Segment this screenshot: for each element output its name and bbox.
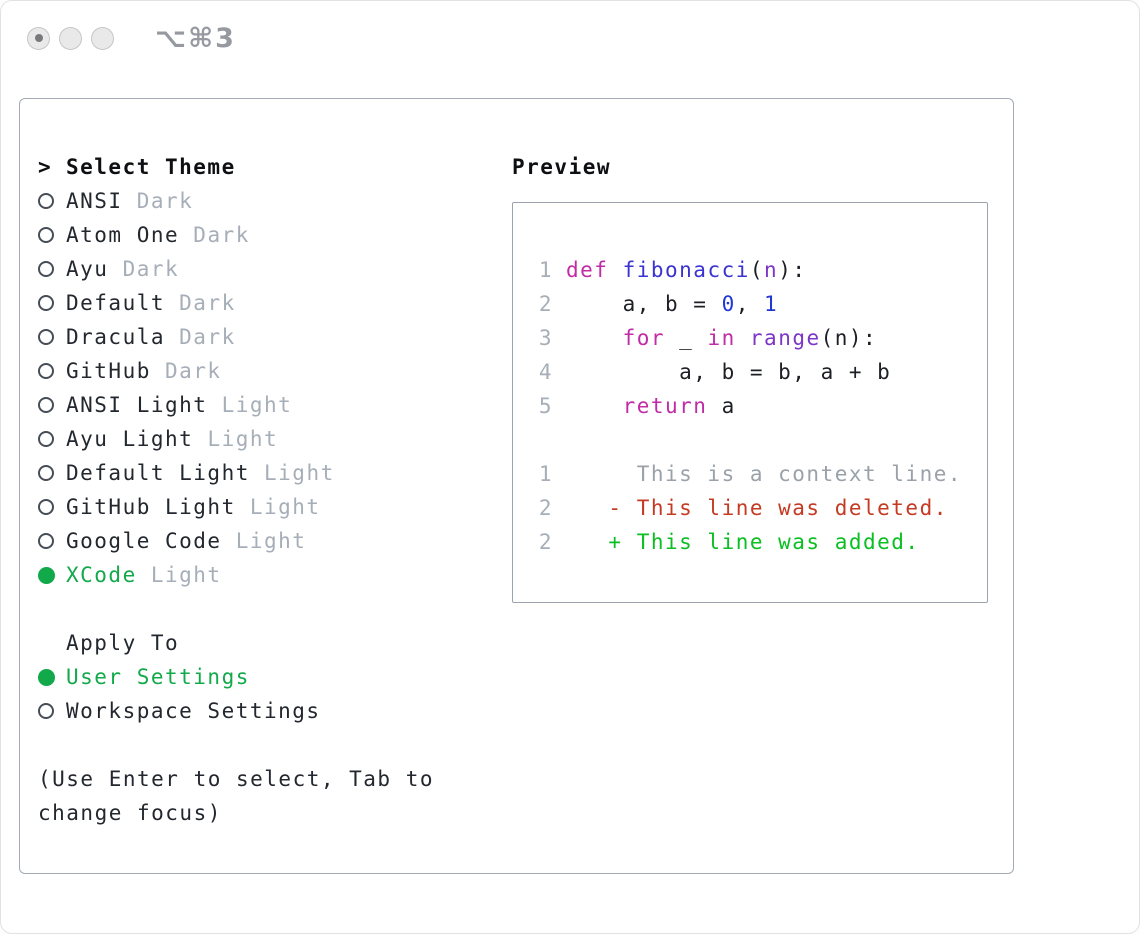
- token-number: 0: [721, 292, 736, 316]
- line-number: 5: [538, 394, 553, 418]
- token-plain: [566, 394, 623, 418]
- radio-cell: [38, 703, 66, 719]
- theme-name: Default Light: [66, 461, 250, 485]
- theme-option-xcode[interactable]: [38, 558, 450, 592]
- token-keyword: in: [707, 326, 736, 350]
- theme-name: XCode: [66, 563, 137, 587]
- line-number: 2: [538, 530, 553, 554]
- token-plain: ,: [735, 292, 765, 316]
- theme-option-dracula[interactable]: [38, 320, 450, 354]
- theme-name: GitHub: [66, 359, 151, 383]
- token-builtin: range: [749, 326, 821, 350]
- code-line: [537, 525, 987, 559]
- apply-to-header-row: [38, 626, 450, 660]
- spacer: [38, 728, 450, 762]
- keyboard-shortcut-label: ⌥⌘3: [155, 22, 236, 54]
- theme-variant: Light: [221, 529, 307, 553]
- spacer: [38, 592, 450, 626]
- theme-variant: Light: [136, 563, 222, 587]
- preview-title: Preview: [512, 155, 612, 179]
- token-plain: a: [707, 394, 736, 418]
- code-text: [566, 496, 948, 520]
- code-lines-container: [537, 253, 987, 559]
- code-line: [537, 491, 987, 525]
- select-theme-title: Select Theme: [66, 155, 236, 179]
- theme-name: Dracula: [66, 325, 166, 349]
- token-context: This is a context line.: [566, 462, 963, 486]
- theme-option-default-light[interactable]: [38, 456, 450, 490]
- token-plain: a, b =: [566, 292, 722, 316]
- radio-cell: [38, 397, 66, 413]
- token-keyword: def: [566, 258, 609, 282]
- token-deleted: - This line was deleted.: [566, 496, 948, 520]
- radio-cell: [38, 499, 66, 515]
- active-dot-icon: [35, 34, 43, 42]
- radio-icon: [38, 363, 54, 379]
- theme-variant: Light: [193, 427, 279, 451]
- traffic-light-zoom-button[interactable]: [91, 27, 114, 50]
- theme-variant: Dark: [122, 189, 194, 213]
- theme-option-google-code[interactable]: [38, 524, 450, 558]
- radio-cell: [38, 363, 66, 379]
- theme-picker-panel: [19, 98, 1014, 874]
- token-plain: [608, 258, 622, 282]
- line-number: 1: [538, 462, 553, 486]
- select-theme-header-row: [38, 150, 450, 184]
- radio-cell: [38, 261, 66, 277]
- token-plain: [736, 326, 750, 350]
- radio-icon: [38, 465, 54, 481]
- code-text: [566, 394, 736, 418]
- code-line: [537, 287, 987, 321]
- theme-option-github-light[interactable]: [38, 490, 450, 524]
- theme-variant: Dark: [150, 359, 222, 383]
- code-line: [537, 355, 987, 389]
- radio-cell: [38, 329, 66, 345]
- apply-option-user-settings[interactable]: [38, 660, 450, 694]
- radio-icon: [38, 499, 54, 515]
- theme-option-atom-one[interactable]: [38, 218, 450, 252]
- code-preview-box: [512, 202, 988, 603]
- theme-options-list: [38, 184, 450, 592]
- token-added: + This line was added.: [566, 530, 920, 554]
- theme-variant: Dark: [165, 325, 236, 349]
- radio-cell: [38, 227, 66, 243]
- titlebar: [27, 22, 236, 54]
- theme-variant: Dark: [165, 291, 236, 315]
- theme-name: Ayu: [66, 257, 109, 281]
- code-line: [537, 253, 987, 287]
- code-line: [537, 389, 987, 423]
- token-plain: _: [665, 326, 708, 350]
- radio-icon: [38, 397, 54, 413]
- theme-option-default[interactable]: [38, 286, 450, 320]
- code-text: [566, 326, 877, 350]
- radio-icon: [38, 295, 54, 311]
- code-line: [537, 423, 987, 457]
- token-function: fibonacci: [622, 258, 750, 282]
- radio-icon: [38, 703, 54, 719]
- code-text: [566, 360, 891, 384]
- theme-name: Ayu Light: [66, 427, 194, 451]
- theme-variant: Light: [235, 495, 321, 519]
- radio-icon: [38, 227, 54, 243]
- radio-icon: [38, 567, 55, 584]
- radio-icon: [38, 329, 54, 345]
- usage-hint-text: (Use Enter to select, Tab to change focus): [38, 767, 435, 825]
- code-text: [566, 258, 807, 282]
- token-plain: ):: [778, 258, 807, 282]
- line-number: 1: [538, 258, 553, 282]
- theme-variant: Light: [207, 393, 293, 417]
- radio-icon: [38, 431, 54, 447]
- radio-icon: [38, 193, 54, 209]
- token-plain: [566, 326, 623, 350]
- theme-option-ayu[interactable]: [38, 252, 450, 286]
- theme-name: Default: [66, 291, 166, 315]
- token-plain: (: [749, 258, 765, 282]
- line-number: 4: [538, 360, 553, 384]
- code-text: [566, 462, 962, 486]
- theme-name: ANSI Light: [66, 393, 208, 417]
- apply-option-name: Workspace Settings: [66, 699, 321, 723]
- radio-icon: [38, 261, 54, 277]
- code-line: [537, 457, 987, 491]
- radio-cell: [38, 465, 66, 481]
- code-text: [566, 530, 920, 554]
- line-number: 3: [538, 326, 553, 350]
- theme-name: Atom One: [66, 223, 180, 247]
- radio-cell: [38, 295, 66, 311]
- apply-option-workspace-settings[interactable]: [38, 694, 450, 728]
- token-param: n: [764, 258, 779, 282]
- apply-to-title: Apply To: [66, 631, 180, 655]
- theme-name: ANSI: [66, 189, 123, 213]
- theme-option-ansi[interactable]: [38, 184, 450, 218]
- code-line: [537, 321, 987, 355]
- radio-icon: [38, 669, 55, 686]
- line-number: 2: [538, 292, 553, 316]
- theme-option-ayu-light[interactable]: [38, 422, 450, 456]
- token-keyword: for: [622, 326, 666, 350]
- theme-list-column: [38, 150, 450, 830]
- token-keyword: return: [622, 394, 708, 418]
- theme-option-github[interactable]: [38, 354, 450, 388]
- theme-option-ansi-light[interactable]: [38, 388, 450, 422]
- line-number: 2: [538, 496, 553, 520]
- radio-cell: [38, 193, 66, 209]
- theme-variant: Dark: [179, 223, 250, 247]
- theme-name: GitHub Light: [66, 495, 236, 519]
- traffic-light-close-button[interactable]: [27, 27, 50, 50]
- theme-variant: Light: [249, 461, 335, 485]
- theme-variant: Dark: [108, 257, 180, 281]
- traffic-light-minimize-button[interactable]: [59, 27, 82, 50]
- code-text: [566, 292, 778, 316]
- radio-icon: [38, 533, 54, 549]
- radio-cell: [38, 567, 66, 584]
- token-plain: a, b = b, a + b: [566, 360, 892, 384]
- theme-name: Google Code: [66, 529, 222, 553]
- apply-option-name: User Settings: [66, 665, 250, 689]
- apply-to-options-list: [38, 660, 450, 728]
- radio-cell: [38, 431, 66, 447]
- token-plain: (n):: [820, 326, 878, 350]
- cursor-prompt-icon: >: [38, 155, 53, 179]
- token-number: 1: [764, 292, 779, 316]
- radio-cell: [38, 669, 66, 686]
- radio-cell: [38, 533, 66, 549]
